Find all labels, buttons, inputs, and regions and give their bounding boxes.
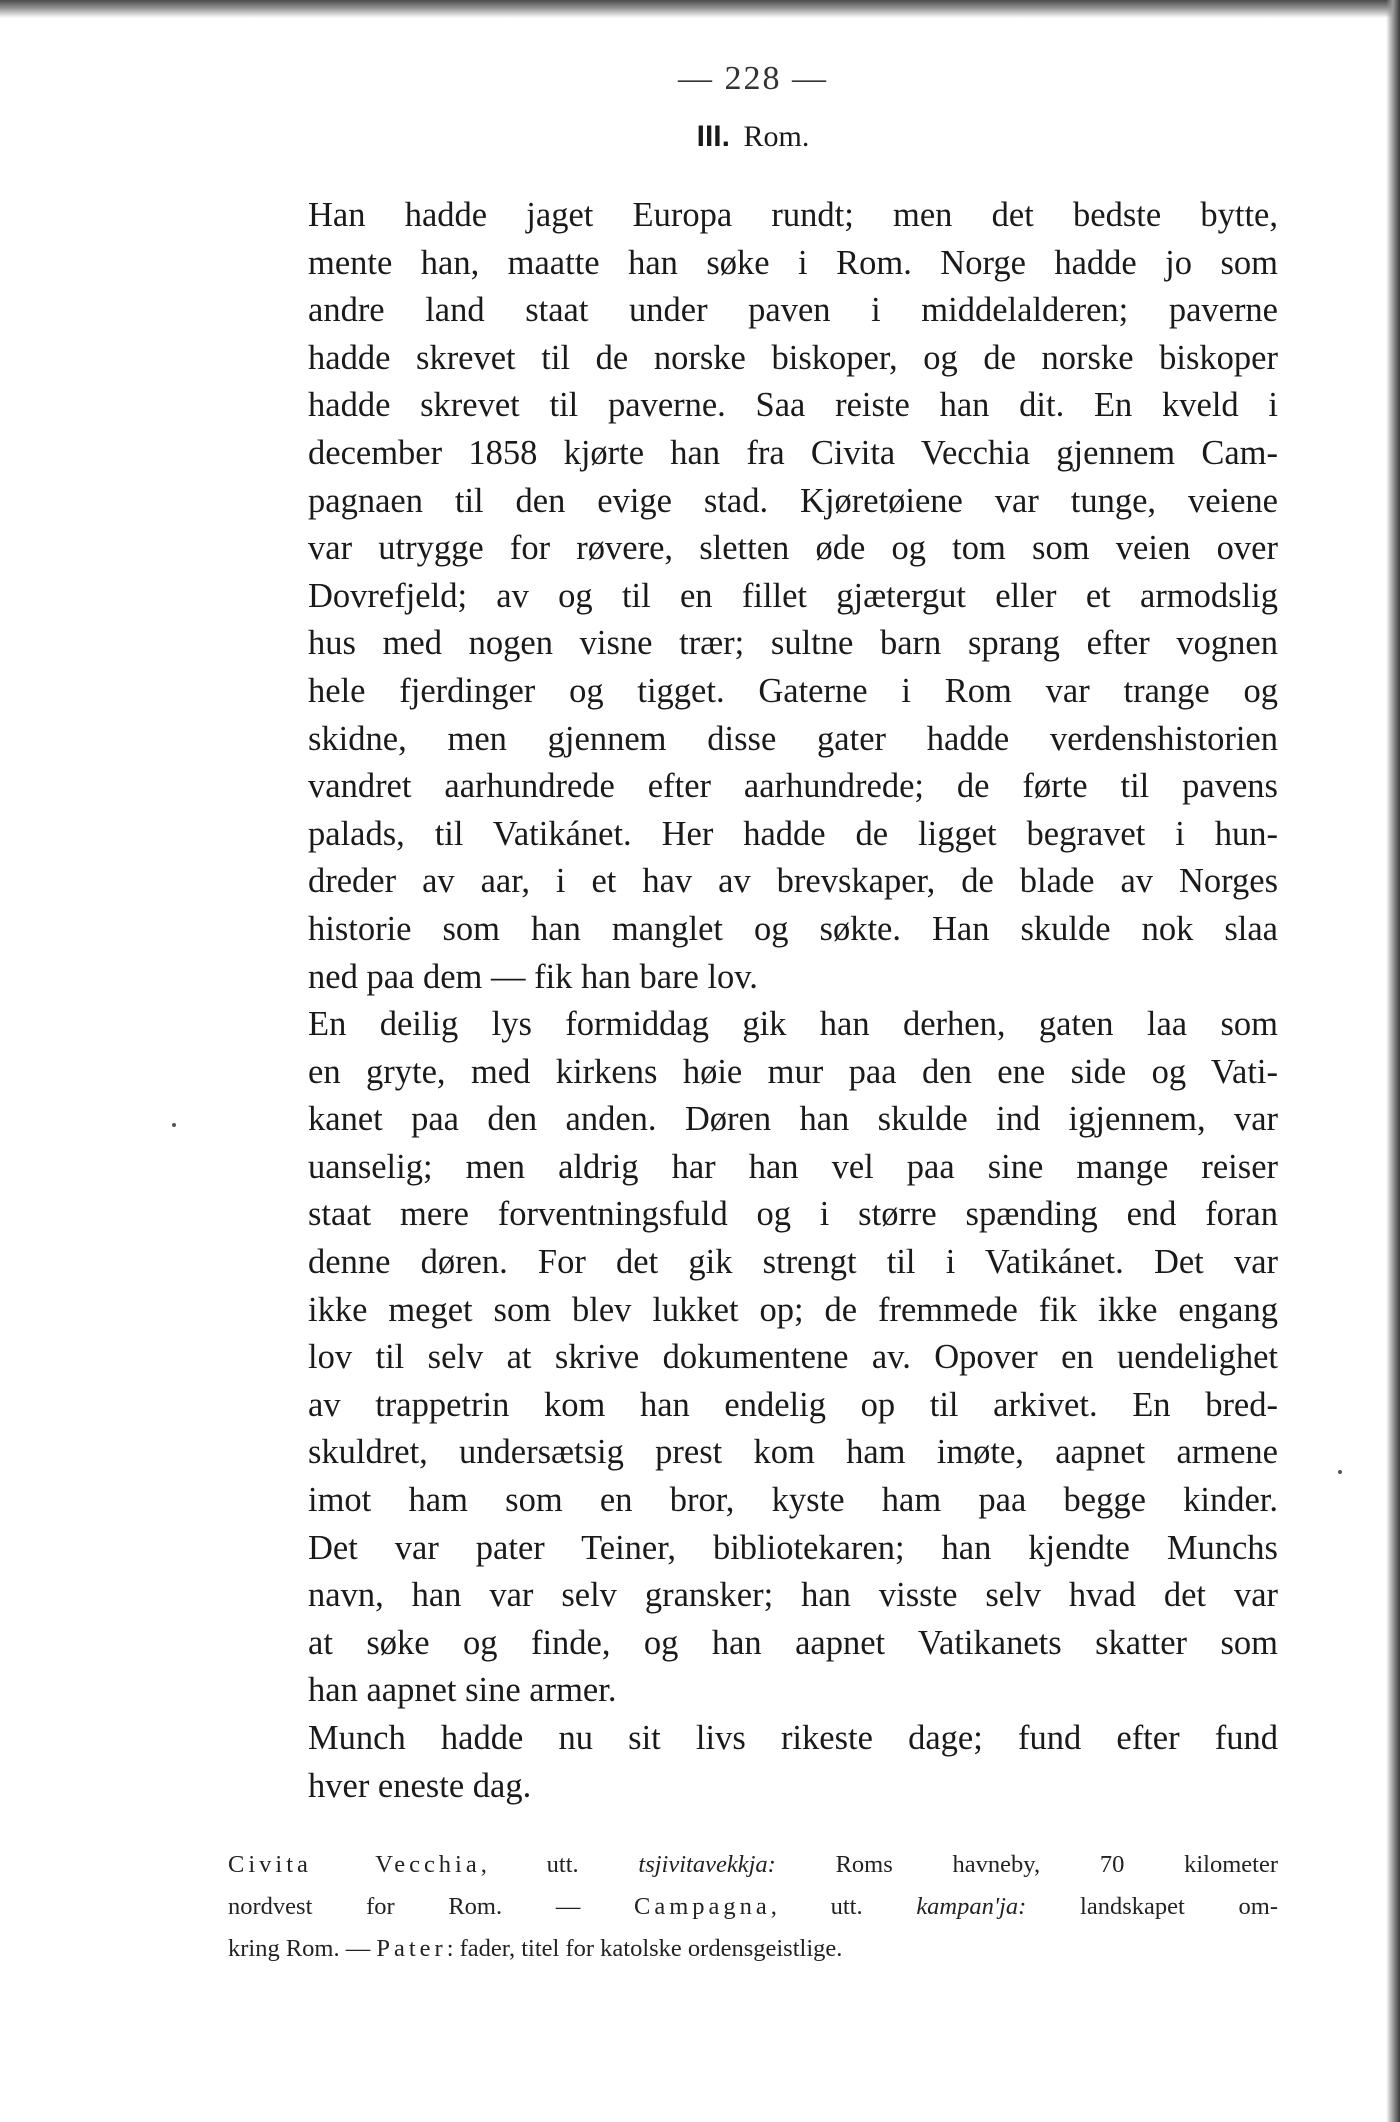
scan-edge-right (1386, 0, 1400, 2122)
text-line: denne døren. For det gik strengt til i Vatikánet. Det var (308, 1243, 1278, 1282)
footnote-text: nordvest for Rom. — (228, 1893, 635, 1921)
text-line: En deilig lys formiddag gik han derhen, gaten laa som (308, 1005, 1278, 1044)
body-text (228, 192, 1278, 1810)
section-heading (228, 120, 1278, 154)
footnote-pronunciation: kampan'ja: (916, 1893, 1027, 1921)
text-line: dreder av aar, i et hav av brevskaper, de blade av Norges (308, 862, 1278, 901)
footnote-pronunciation: tsjivitavekkja: (638, 1851, 776, 1879)
speck (172, 1123, 176, 1127)
text-line: lov til selv at skrive dokumentene av. Opover en uendelighet (308, 1338, 1278, 1377)
footnote-line (228, 1928, 1278, 1970)
text-line: ikke meget som blev lukket op; de fremmede fik ikke engang (308, 1290, 1278, 1329)
text-line: hver eneste dag. (308, 1766, 532, 1805)
text-line: palads, til Vatikánet. Her hadde de ligget begravet i hun- (308, 814, 1278, 853)
text-line: hus med nogen visne trær; sultne barn sprang efter vognen (308, 624, 1278, 663)
text-line: uanselig; men aldrig har han vel paa sine mange reiser (308, 1147, 1278, 1186)
page-number: — 228 — (678, 60, 828, 97)
text-line: kanet paa den anden. Døren han skulde ind igjennem, var (308, 1100, 1278, 1139)
text-line: andre land staat under paven i middelalderen; paverne (308, 291, 1278, 330)
footnote-term: Campagna (634, 1893, 771, 1921)
text-line: han aapnet sine armer. (308, 1671, 617, 1710)
footnote-line (228, 1886, 1278, 1928)
text-line: var utrygge for røvere, sletten øde og tom som veien over (308, 529, 1278, 568)
section-numeral: III. (696, 120, 730, 153)
footnote-text: , utt. (770, 1893, 917, 1921)
text-line: december 1858 kjørte han fra Civita Vecchia gjennem Cam- (308, 433, 1278, 472)
text-line: skuldret, undersætsig prest kom ham imøte, aapnet armene (308, 1433, 1278, 1472)
footnote-text: landskapet om- (1026, 1893, 1278, 1921)
footnote-term: Civita Vecchia (228, 1851, 481, 1879)
footnote-term: Pater (376, 1935, 447, 1963)
section-title-text: Rom. (743, 120, 810, 153)
text-line: hele fjerdinger og tigget. Gaterne i Rom var trange og (308, 671, 1278, 710)
footnote-text: : fader, titel for katolske ordensgeistlige. (446, 1935, 843, 1963)
footnote (228, 1844, 1278, 1970)
text-line: pagnaen til den evige stad. Kjøretøiene var tunge, veiene (308, 481, 1278, 520)
text-line: at søke og finde, og han aapnet Vatikanets skatter som (308, 1623, 1278, 1662)
text-line: staat mere forventningsfuld og i større spænding end foran (308, 1195, 1278, 1234)
book-page (228, 60, 1278, 1970)
text-line: av trappetrin kom han endelig op til arkivet. En bred- (308, 1385, 1278, 1424)
speck (1338, 1470, 1342, 1474)
text-line: skidne, men gjennem disse gater hadde verdenshistorien (308, 719, 1278, 758)
text-line: imot ham som en bror, kyste ham paa begge kinder. (308, 1481, 1278, 1520)
text-line: vandret aarhundrede efter aarhundrede; de førte til pavens (308, 767, 1278, 806)
text-line: Dovrefjeld; av og til en fillet gjætergut eller et armodslig (308, 576, 1278, 615)
text-line: Det var pater Teiner, bibliotekaren; han kjendte Munchs (308, 1528, 1278, 1567)
footnote-text: Roms havneby, 70 kilometer (775, 1851, 1278, 1879)
text-line: ned paa dem — fik han bare lov. (308, 957, 758, 996)
footnote-text: , utt. (480, 1851, 639, 1879)
text-line: Munch hadde nu sit livs rikeste dage; fund efter fund (308, 1719, 1278, 1757)
text-line: hadde skrevet til de norske biskoper, og de norske biskoper (308, 338, 1278, 377)
text-line: en gryte, med kirkens høie mur paa den ene side og Vati- (308, 1052, 1278, 1091)
paragraph (228, 192, 1278, 1001)
text-line: historie som han manglet og søkte. Han skulde nok slaa (308, 909, 1278, 948)
paragraph (228, 1715, 1278, 1810)
text-line: navn, han var selv gransker; han visste selv hvad det var (308, 1576, 1278, 1615)
paragraph (228, 1001, 1278, 1715)
scan-edge-top (0, 0, 1400, 18)
footnote-text: kring Rom. — (228, 1935, 377, 1963)
text-line: mente han, maatte han søke i Rom. Norge hadde jo som (308, 243, 1278, 282)
footnote-line (228, 1844, 1278, 1886)
text-line: Han hadde jaget Europa rundt; men det bedste bytte, (308, 196, 1278, 234)
text-line: hadde skrevet til paverne. Saa reiste han dit. En kveld i (308, 386, 1278, 425)
